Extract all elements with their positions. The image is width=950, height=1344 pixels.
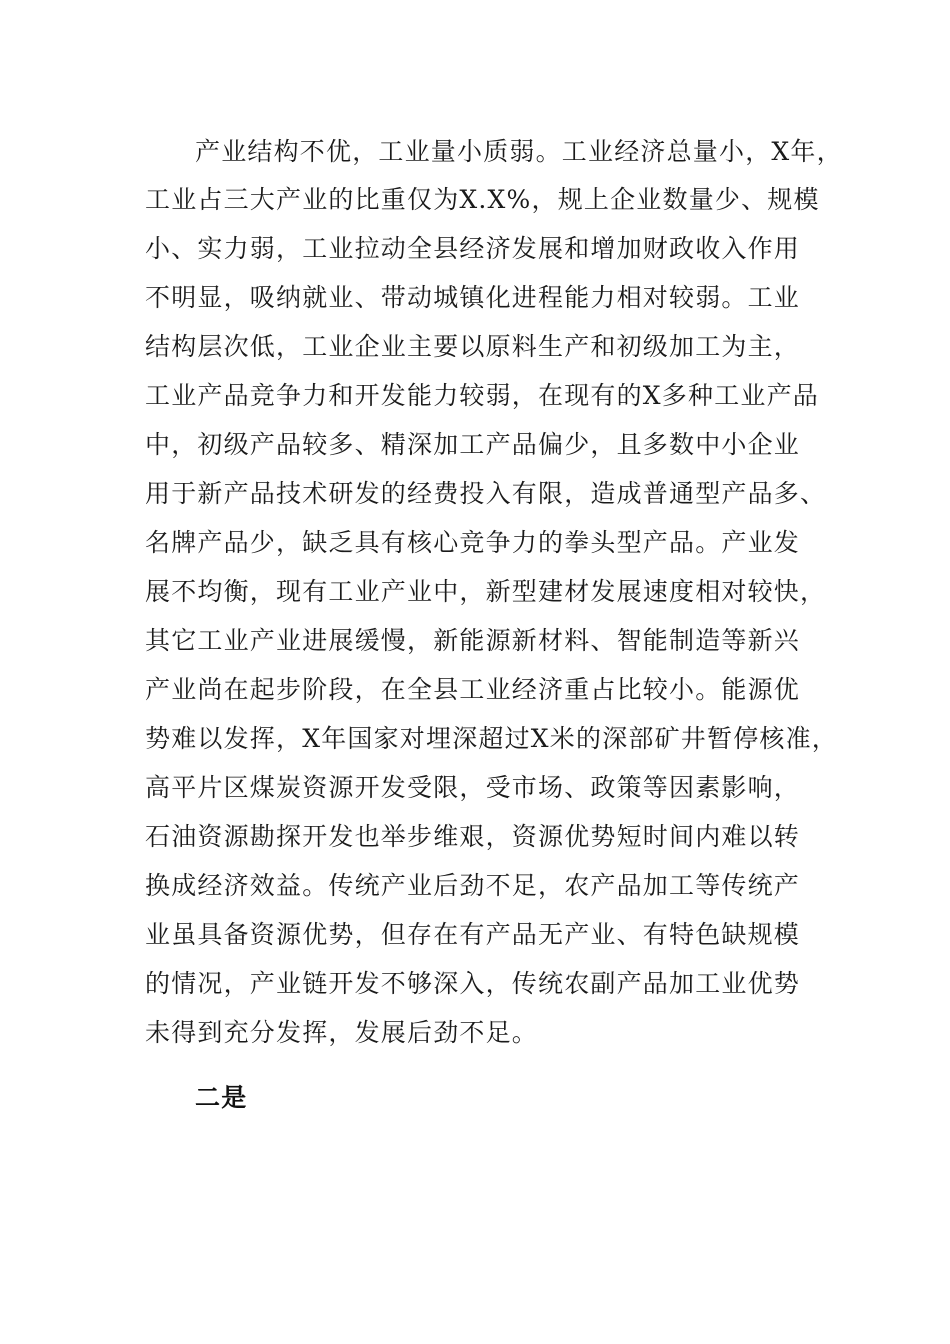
paragraph-line: 名牌产品少，缺乏具有核心竞争力的拳头型产品。产业发 <box>145 528 801 557</box>
paragraph-line: 展不均衡，现有工业产业中，新型建材发展速度相对较快， <box>145 577 827 606</box>
paragraph-line: 石油资源勘探开发也举步维艰，资源优势短时间内难以转 <box>145 822 801 851</box>
paragraph-line: 产业尚在起步阶段，在全县工业经济重占比较小。能源优 <box>145 675 801 704</box>
paragraph-line: 的情况，产业链开发不够深入，传统农副产品加工业优势 <box>145 969 801 998</box>
paragraph-line: 其它工业产业进展缓慢，新能源新材料、智能制造等新兴 <box>145 626 801 655</box>
paragraph-line: 结构层次低，工业企业主要以原料生产和初级加工为主， <box>145 332 801 361</box>
paragraph-line: 换成经济效益。传统产业后劲不足，农产品加工等传统产 <box>145 871 801 900</box>
paragraph-line: 未得到充分发挥，发展后劲不足。 <box>145 1018 539 1047</box>
paragraph-line: 用于新产品技术研发的经费投入有限，造成普通型产品多、 <box>145 479 827 508</box>
paragraph-line: 产业结构不优，工业量小质弱。工业经济总量小，X年， <box>195 137 843 166</box>
paragraph-line: 小、实力弱，工业拉动全县经济发展和增加财政收入作用 <box>145 234 801 263</box>
paragraph-line: 工业产品竞争力和开发能力较弱，在现有的X多种工业产品 <box>145 381 820 410</box>
paragraph-line: 工业占三大产业的比重仅为X.X%，规上企业数量少、规模 <box>145 185 820 214</box>
paragraph-line: 业虽具备资源优势，但存在有产品无产业、有特色缺规模 <box>145 920 801 949</box>
paragraph-line: 不明显，吸纳就业、带动城镇化进程能力相对较弱。工业 <box>145 283 801 312</box>
paragraph-line: 势难以发挥，X年国家对埋深超过X米的深部矿井暂停核准， <box>145 724 838 753</box>
paragraph-line: 中，初级产品较多、精深加工产品偏少，且多数中小企业 <box>145 430 801 459</box>
section-heading: 二是 <box>195 1083 248 1112</box>
paragraph-line: 高平片区煤炭资源开发受限，受市场、政策等因素影响， <box>145 773 801 802</box>
